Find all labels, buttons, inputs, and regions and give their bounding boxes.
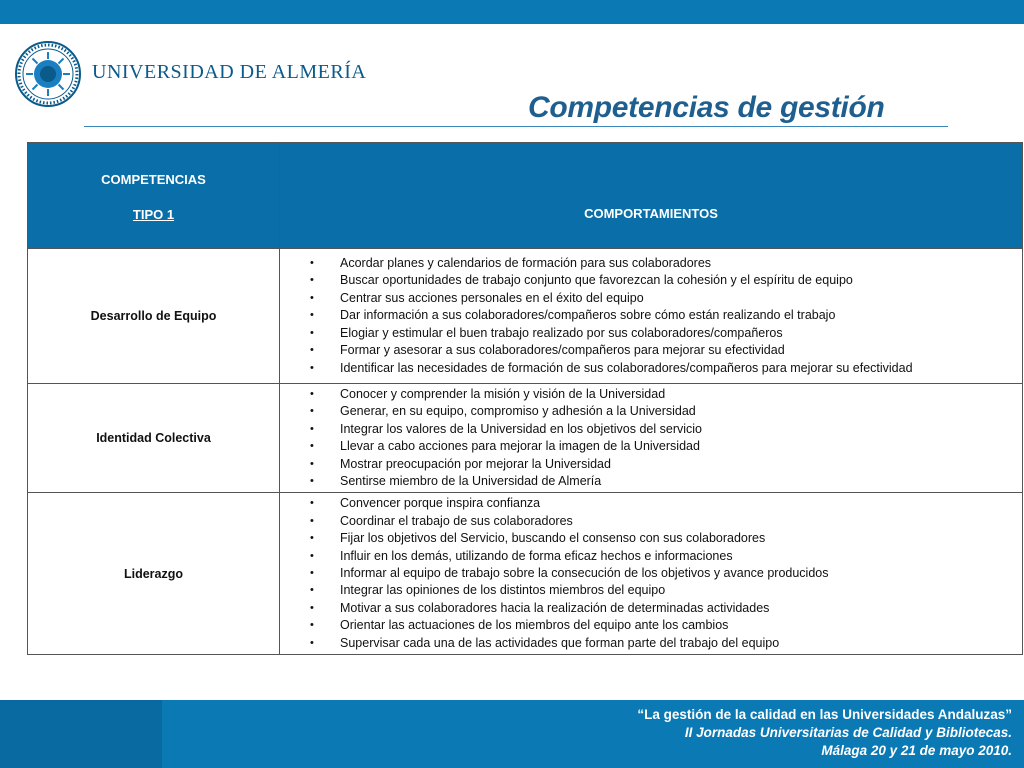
comportamientos-list <box>310 495 1016 652</box>
list-item: • Llevar a cabo acciones para mejorar la imagen de la Universidad <box>310 438 1016 455</box>
list-item: • Convencer porque inspira confianza <box>310 495 1016 512</box>
list-item: • Integrar las opiniones de los distintos miembros del equipo <box>310 582 1016 599</box>
list-item: • Motivar a sus colaboradores hacia la realización de determinadas actividades <box>310 600 1016 617</box>
table-row <box>28 384 1023 493</box>
comportamientos-cell <box>280 493 1023 655</box>
competencia-name: Identidad Colectiva <box>28 384 280 493</box>
header-tipo-label: TIPO 1 <box>132 206 175 222</box>
header-competencias-label: COMPETENCIAS <box>101 171 206 187</box>
title-underline <box>84 126 948 127</box>
list-item: • Supervisar cada una de las actividades que forman parte del trabajo del equipo <box>310 635 1016 652</box>
competencia-name: Liderazgo <box>28 493 280 655</box>
list-item: • Informar al equipo de trabajo sobre la consecución de los objetivos y avance producidos <box>310 565 1016 582</box>
list-item: • Fijar los objetivos del Servicio, buscando el consenso con sus colaboradores <box>310 530 1016 547</box>
list-item: • Acordar planes y calendarios de formación para sus colaboradores <box>310 255 1016 272</box>
table-row <box>28 249 1023 384</box>
list-item: • Centrar sus acciones personales en el éxito del equipo <box>310 290 1016 307</box>
footer-left-block <box>0 700 162 768</box>
header-competencias <box>28 143 280 249</box>
competencias-table <box>27 142 1023 655</box>
header-comportamientos: COMPORTAMIENTOS <box>280 143 1023 249</box>
list-item: • Conocer y comprender la misión y visión de la Universidad <box>310 386 1016 403</box>
table-body <box>28 249 1023 655</box>
table-header-row <box>28 143 1023 249</box>
list-item: • Elogiar y estimular el buen trabajo realizado por sus colaboradores/compañeros <box>310 325 1016 342</box>
university-name: UNIVERSIDAD DE ALMERÍA <box>92 61 367 83</box>
table-row <box>28 493 1023 655</box>
list-item: • Orientar las actuaciones de los miembros del equipo ante los cambios <box>310 617 1016 634</box>
list-item: • Integrar los valores de la Universidad en los objetivos del servicio <box>310 421 1016 438</box>
footer-bar <box>0 700 1024 768</box>
list-item: • Dar información a sus colaboradores/compañeros sobre cómo están realizando el trabajo <box>310 307 1016 324</box>
list-item: • Identificar las necesidades de formación de sus colaboradores/compañeros para mejorar su efectividad <box>310 360 1016 377</box>
list-item: • Generar, en su equipo, compromiso y adhesión a la Universidad <box>310 403 1016 420</box>
list-item: • Mostrar preocupación por mejorar la Universidad <box>310 456 1016 473</box>
list-item: • Influir en los demás, utilizando de forma eficaz hechos e informaciones <box>310 548 1016 565</box>
footer-line-3: Málaga 20 y 21 de mayo 2010. <box>821 743 1012 758</box>
comportamientos-cell <box>280 384 1023 493</box>
top-bar <box>0 0 1024 24</box>
list-item: • Sentirse miembro de la Universidad de Almería <box>310 473 1016 490</box>
comportamientos-cell <box>280 249 1023 384</box>
footer-text <box>637 706 1012 760</box>
footer-line-1: “La gestión de la calidad en las Universidades Andaluzas” <box>637 707 1012 722</box>
comportamientos-list <box>310 386 1016 490</box>
university-seal-icon <box>14 40 82 108</box>
list-item: • Buscar oportunidades de trabajo conjunto que favorezcan la cohesión y el espíritu de equipo <box>310 272 1016 289</box>
slide-title: Competencias de gestión <box>528 91 885 124</box>
list-item: • Formar y asesorar a sus colaboradores/compañeros para mejorar su efectividad <box>310 342 1016 359</box>
footer-line-2: II Jornadas Universitarias de Calidad y Bibliotecas. <box>684 725 1012 740</box>
comportamientos-list <box>310 255 1016 377</box>
competencia-name: Desarrollo de Equipo <box>28 249 280 384</box>
list-item: • Coordinar el trabajo de sus colaboradores <box>310 513 1016 530</box>
